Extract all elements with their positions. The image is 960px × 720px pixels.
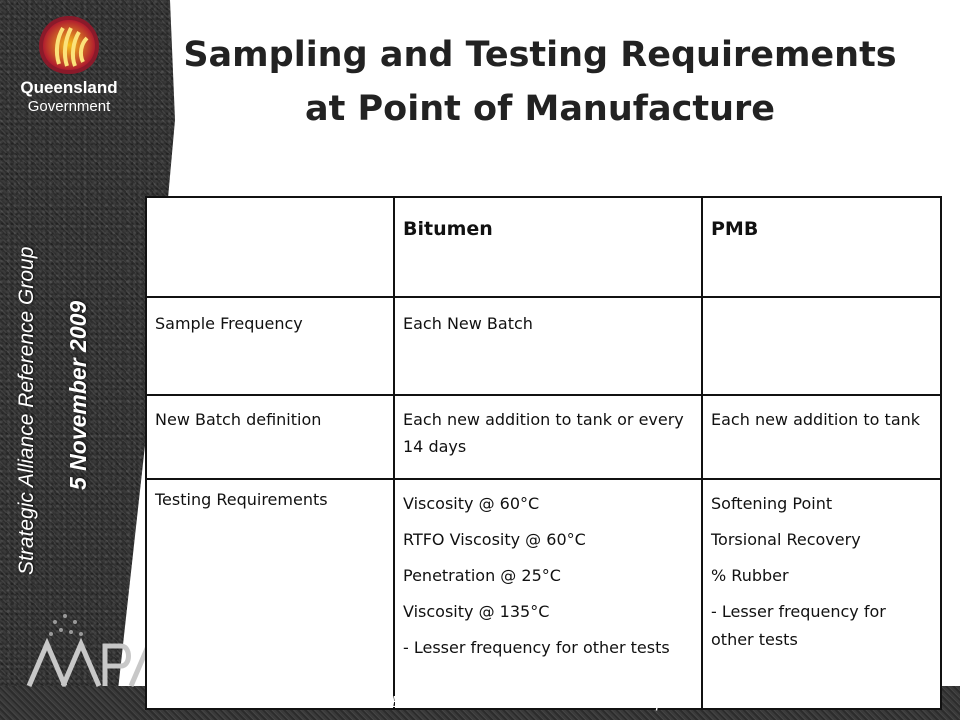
row-label-testing: Testing Requirements	[146, 479, 394, 709]
table-row	[146, 297, 941, 395]
cell-pmb-new-batch: Each new addition to tank	[702, 395, 941, 479]
side-caption-group: Strategic Alliance Reference Group	[15, 246, 38, 575]
cell-pmb-testing	[702, 479, 941, 709]
pmb-test-item: Softening Point	[711, 494, 833, 513]
table-header-row	[146, 197, 941, 297]
slide-title-line1: Sampling and Testing Requirements	[183, 35, 897, 75]
pmb-test-item: % Rubber	[711, 566, 789, 585]
side-caption	[15, 180, 105, 600]
footer-text: #13 Binders – Sharon Forbes & Russell Spies	[360, 694, 686, 711]
header-bitumen: Bitumen	[394, 197, 702, 297]
logo-subtitle: Government	[27, 98, 111, 115]
cell-pmb-sample-frequency	[702, 297, 941, 395]
page-number: 5	[932, 694, 940, 710]
table-row	[146, 479, 941, 709]
row-label-sample-frequency: Sample Frequency	[146, 297, 394, 395]
pmb-test-item: Torsional Recovery	[711, 530, 861, 549]
bitumen-test-item: Viscosity @ 135°C	[403, 602, 550, 621]
slide-title-line2: at Point of Manufacture	[304, 89, 776, 129]
header-pmb: PMB	[702, 197, 941, 297]
bitumen-test-item: - Lesser frequency for other tests	[403, 638, 670, 657]
bitumen-test-item: Viscosity @ 60°C	[403, 494, 540, 513]
requirements-table	[145, 196, 942, 710]
bitumen-test-item: RTFO Viscosity @ 60°C	[403, 530, 586, 549]
slide-title	[140, 28, 940, 136]
table-row	[146, 395, 941, 479]
cell-bitumen-new-batch: Each new addition to tank or every 14 days	[394, 395, 702, 479]
queensland-government-logo	[14, 14, 124, 116]
header-empty-cell	[146, 197, 394, 297]
pmb-test-item: - Lesser frequency for other tests	[711, 602, 886, 649]
queensland-crest-icon	[37, 14, 101, 76]
logo-name: Queensland	[20, 78, 118, 97]
bitumen-test-item: Penetration @ 25°C	[403, 566, 561, 585]
cell-bitumen-sample-frequency: Each New Batch	[394, 297, 702, 395]
side-caption-date: 5 November 2009	[65, 300, 91, 490]
cell-bitumen-testing	[394, 479, 702, 709]
row-label-new-batch: New Batch definition	[146, 395, 394, 479]
